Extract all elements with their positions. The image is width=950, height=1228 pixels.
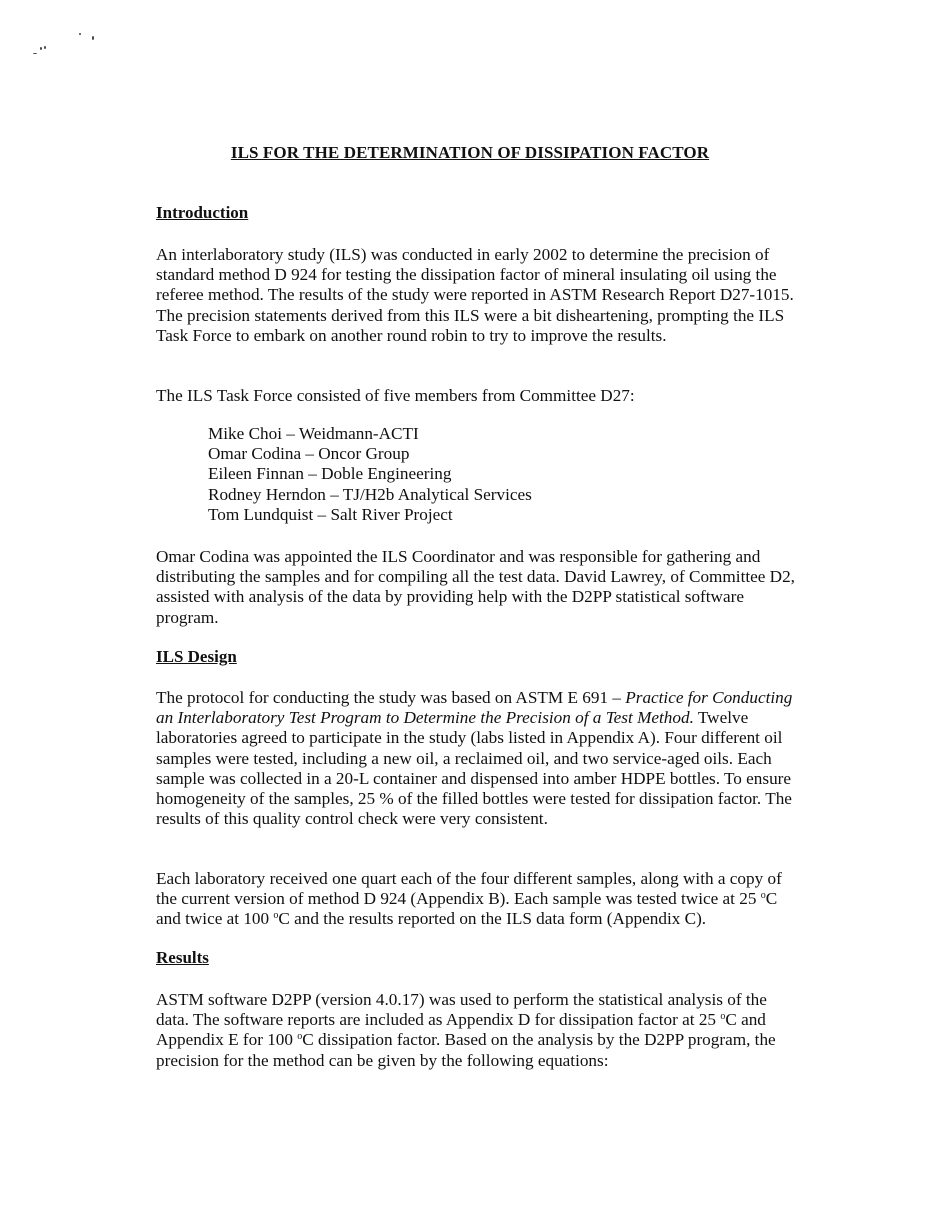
introduction-paragraph-1 [156, 245, 796, 346]
list-item: Rodney Herndon – TJ/H2b Analytical Services [208, 484, 532, 504]
ils-design-paragraph-1 [156, 688, 796, 829]
paragraph-text: Omar Codina was appointed the ILS Coordinator and was responsible for gathering and distributing the samples and for compiling all the test data. David Lawrey, of Committee D2, assisted with analysis of the data by providing help with the D2PP statistical software program. [156, 547, 795, 627]
list-item: Mike Choi – Weidmann-ACTI [208, 424, 419, 443]
degree-symbol: o [273, 910, 279, 922]
paragraph-text [156, 990, 796, 1071]
scan-speck [44, 46, 46, 49]
text-segment: C and Appendix E for 100 [156, 1010, 766, 1050]
paragraph-text: An interlaboratory study (ILS) was conducted in early 2002 to determine the precision of standard method D 924 for testing the dissipation factor of mineral insulating oil using the referee method. The results of the study were reported in ASTM Research Report D27-1015. The precision statements derived from this ILS were a bit disheartening, prompting the ILS Task Force to embark on another round robin to try to improve the results. [156, 245, 794, 345]
ils-design-paragraph-2 [156, 869, 796, 930]
introduction-paragraph-3 [156, 547, 796, 628]
text-segment: C and the results reported on the ILS data form (Appendix C). [278, 909, 707, 929]
paragraph-lead: The protocol for conducting the study was based on ASTM E 691 – [156, 688, 626, 707]
document-title: ILS FOR THE DETERMINATION OF DISSIPATION FACTOR [230, 143, 710, 162]
scan-speck [33, 53, 37, 54]
text-segment: ASTM software D2PP (version 4.0.17) was used to perform the statistical analysis of the data. The software reports are included as Appendix D for dissipation factor at 25 [156, 990, 767, 1030]
ils-design-heading: ILS Design [156, 647, 237, 666]
results-heading: Results [156, 948, 209, 967]
degree-symbol: o [297, 1031, 303, 1043]
text-segment: C and twice at 100 [156, 889, 778, 929]
list-item: Tom Lundquist – Salt River Project [208, 504, 453, 524]
introduction-heading: Introduction [156, 203, 249, 222]
practice-title-italic: Practice for Conducting an Interlaboratory Test Program to Determine the Precision of a Test Method. [156, 688, 793, 728]
list-item: Omar Codina – Oncor Group [208, 444, 410, 464]
scan-speck [79, 33, 81, 35]
text-segment: C dissipation factor. Based on the analysis by the D2PP program, the precision for the method can be given by the following equations: [156, 1030, 776, 1070]
scan-speck [92, 36, 94, 40]
degree-symbol: o [760, 890, 766, 902]
paragraph-text [156, 688, 796, 829]
degree-symbol: o [720, 1011, 726, 1023]
paragraph-rest: Twelve laboratories agreed to participate in the study (labs listed in Appendix A). Four different oil samples were tested, including a new oil, a reclaimed oil, and two service-aged oils. Each sample was collected in a 20-L container and dispensed into amber HDPE bottles. To ensure homogeneity of the samples, 25 % of the filled bottles were tested for dissipation factor. The results of this quality control check were very consistent. [156, 708, 792, 829]
paragraph-text [156, 869, 796, 930]
text-segment: Each laboratory received one quart each of the four different samples, along with a copy of the current version of method D 924 (Appendix B). Each sample was tested twice at 25 [156, 869, 782, 909]
list-item: Eileen Finnan – Doble Engineering [208, 464, 452, 484]
results-paragraph-1 [156, 990, 796, 1071]
task-force-member-list [208, 424, 532, 525]
paragraph-text: The ILS Task Force consisted of five members from Committee D27: [156, 386, 635, 405]
introduction-paragraph-2 [156, 386, 796, 406]
scan-speck [40, 47, 42, 50]
